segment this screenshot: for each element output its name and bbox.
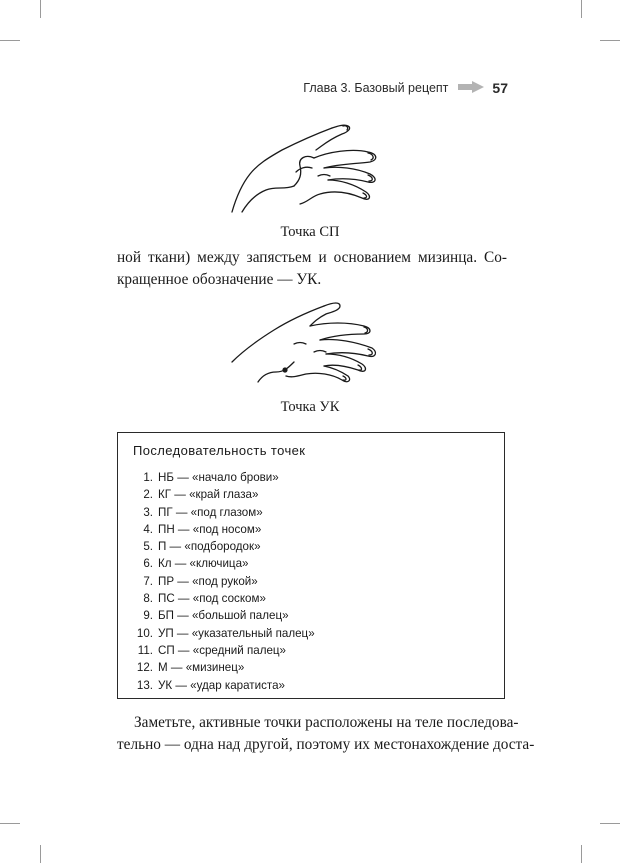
list-item — [131, 642, 315, 659]
list-item-text: УК — «удар каратиста» — [158, 678, 285, 692]
paragraph-1-line: ной ткани) между запястьем и основанием мизинца. Со- — [117, 249, 507, 266]
running-title: Глава 3. Базовый рецепт — [303, 81, 449, 95]
list-item-text: ПН — «под носом» — [158, 522, 262, 536]
list-item-number: 10. — [136, 626, 153, 640]
list-item-text: П — «подбородок» — [158, 540, 261, 554]
list-item-number: 13. — [136, 678, 153, 692]
list-item-text: УП — «указательный палец» — [158, 626, 315, 640]
arrow-right-icon — [458, 81, 484, 96]
list-item — [131, 486, 315, 503]
list-item-number: 6. — [143, 557, 153, 571]
hand-illustration-sp — [228, 118, 390, 216]
crop-mark-bottom-right-h — [600, 823, 620, 824]
list-item-number: 7. — [143, 574, 153, 588]
hand-illustration-uk — [228, 296, 390, 386]
paragraph-1-line: кращенное обозначение — УК. — [117, 271, 322, 288]
sequence-box — [117, 432, 505, 699]
list-item-number: 11. — [137, 643, 153, 657]
list-item — [131, 625, 315, 642]
list-item — [131, 573, 315, 590]
list-item-text: БП — «большой палец» — [158, 609, 289, 623]
list-item — [131, 555, 315, 572]
list-item-text: ПГ — «под глазом» — [158, 505, 263, 519]
paragraph-2-line: тельно — одна над другой, поэтому их местонахождение доста- — [117, 736, 535, 753]
crop-mark-bottom-right — [581, 845, 582, 863]
crop-mark-top-left-h — [0, 40, 20, 41]
crop-mark-bottom-left — [40, 845, 41, 863]
list-item-number: 1. — [143, 471, 153, 484]
list-item-text: ПС — «под соском» — [158, 592, 266, 606]
sequence-box-title: Последовательность точек — [133, 443, 306, 458]
list-item-text: ПР — «под рукой» — [158, 574, 258, 588]
list-item — [131, 659, 315, 676]
paragraph-1 — [117, 247, 507, 291]
crop-mark-top-right — [581, 0, 582, 18]
uk-point-marker — [282, 367, 287, 372]
paragraph-2-line: Заметьте, активные точки расположены на теле последова- — [134, 714, 519, 731]
list-item — [131, 521, 315, 538]
list-item-number: 2. — [143, 488, 153, 502]
points-list — [131, 469, 315, 694]
list-item — [131, 677, 315, 694]
list-item-number: 12. — [136, 661, 153, 675]
list-item-text: Кл — «ключица» — [158, 557, 249, 571]
list-item — [131, 538, 315, 555]
figure-caption-uk: Точка УК — [280, 399, 340, 415]
list-item-number: 9. — [143, 609, 153, 623]
crop-mark-top-right-h — [600, 40, 620, 41]
list-item-number: 8. — [143, 592, 153, 606]
list-item — [131, 607, 315, 624]
list-item — [131, 590, 315, 607]
crop-mark-bottom-left-h — [0, 823, 20, 824]
list-item-text: М — «мизинец» — [158, 661, 245, 675]
crop-mark-top-left — [40, 0, 41, 18]
list-item-text: КГ — «край глаза» — [158, 488, 259, 502]
list-item-text: НБ — «начало брови» — [158, 471, 279, 484]
running-header — [303, 80, 508, 96]
list-item — [131, 504, 315, 521]
list-item-number: 5. — [143, 540, 153, 554]
list-item-number: 4. — [143, 522, 153, 536]
page-number: 57 — [492, 80, 508, 96]
list-item-number: 3. — [143, 505, 153, 519]
list-item-text: СП — «средний палец» — [158, 643, 286, 657]
paragraph-2 — [117, 712, 535, 756]
figure-caption-sp: Точка СП — [280, 224, 340, 240]
list-item — [131, 469, 315, 486]
